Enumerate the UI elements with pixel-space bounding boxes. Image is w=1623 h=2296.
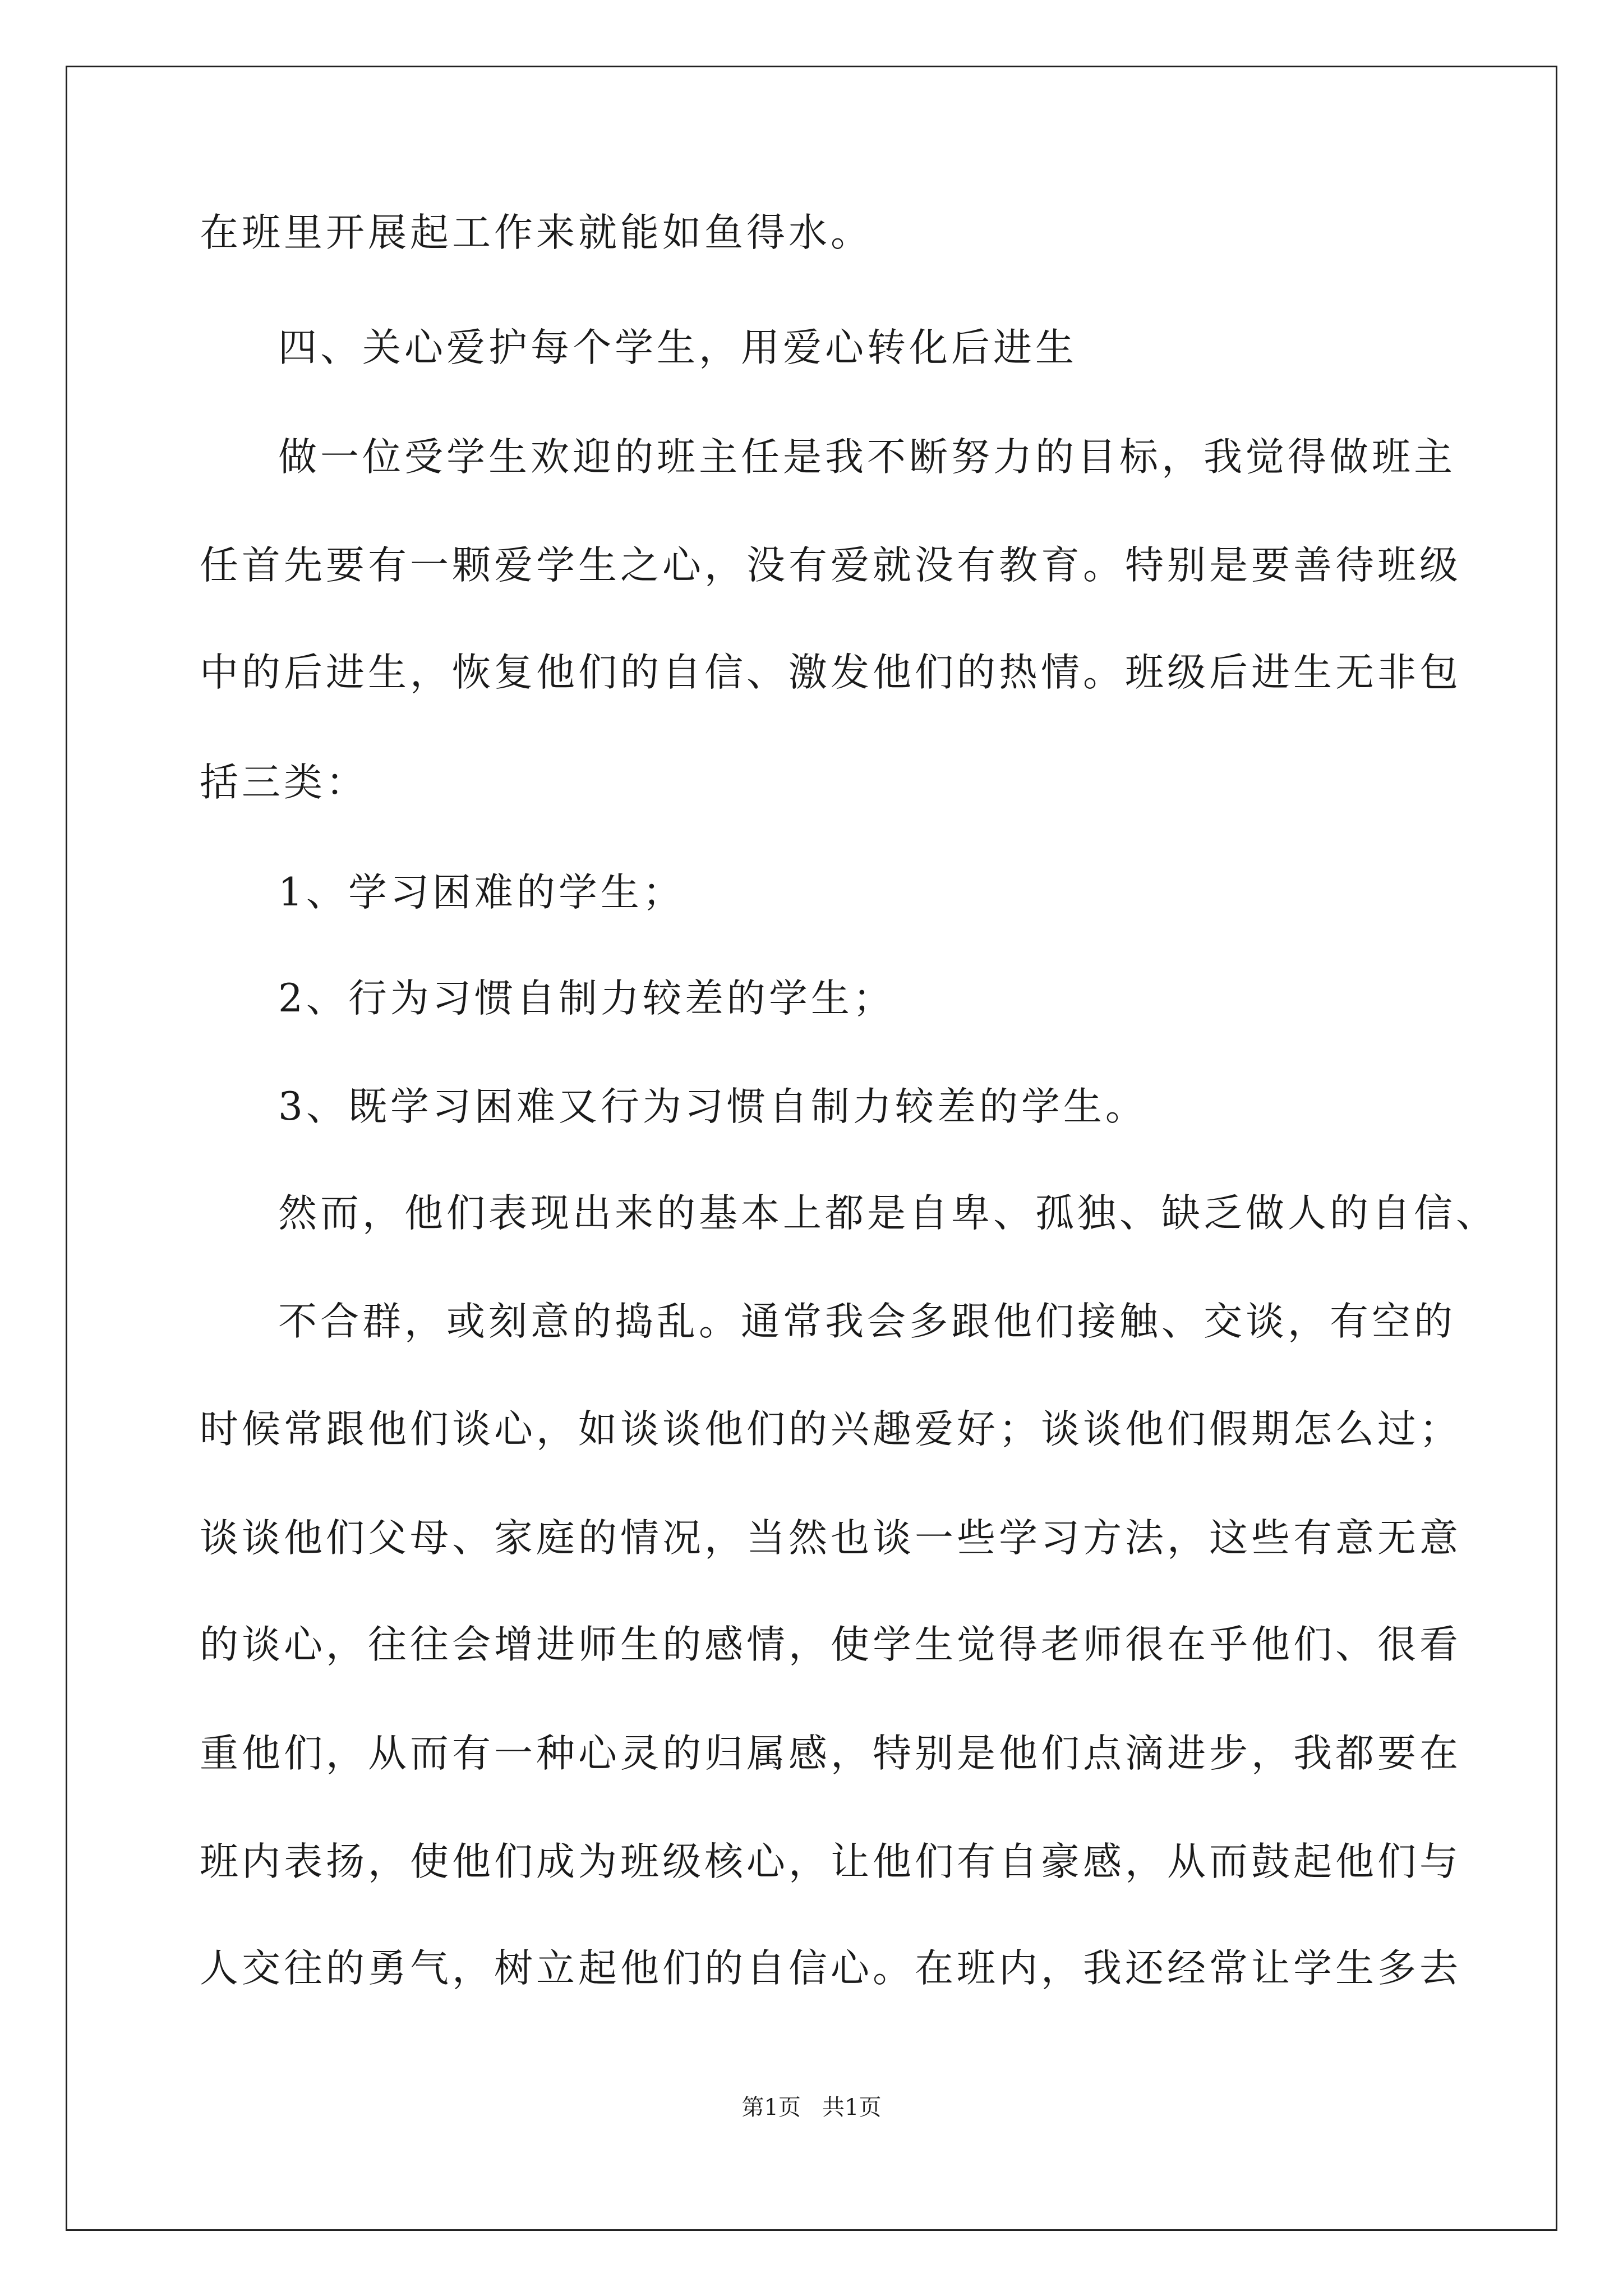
page-number-footer: 第1页 共1页 xyxy=(741,2095,882,2120)
text-line: 重他们，从而有一种心灵的归属感，特别是他们点滴进步，我都要在 xyxy=(200,1731,1461,1776)
list-item: 3、既学习困难又行为习惯自制力较差的学生。 xyxy=(278,1084,1147,1129)
page-frame xyxy=(66,66,1557,2231)
text-line: 班内表扬，使他们成为班级核心，让他们有自豪感，从而鼓起他们与 xyxy=(200,1839,1461,1884)
text-line: 谈谈他们父母、家庭的情况，当然也谈一些学习方法，这些有意无意 xyxy=(200,1516,1461,1561)
text-line: 在班里开展起工作来就能如鱼得水。 xyxy=(200,210,873,255)
text-line: 人交往的勇气，树立起他们的自信心。在班内，我还经常让学生多去 xyxy=(200,1946,1461,1991)
text-line: 做一位受学生欢迎的班主任是我不断努力的目标，我觉得做班主 xyxy=(278,435,1456,480)
text-line: 不合群，或刻意的捣乱。通常我会多跟他们接触、交谈，有空的 xyxy=(278,1299,1456,1344)
text-line: 括三类： xyxy=(200,760,368,805)
text-line: 中的后进生，恢复他们的自信、激发他们的热情。班级后进生无非包 xyxy=(200,650,1461,695)
section-heading: 四、关心爱护每个学生，用爱心转化后进生 xyxy=(278,325,1077,370)
text-line: 的谈心，往往会增进师生的感情，使学生觉得老师很在乎他们、很看 xyxy=(200,1622,1461,1667)
text-line: 任首先要有一颗爱学生之心，没有爱就没有教育。特别是要善待班级 xyxy=(200,543,1461,588)
text-line: 时候常跟他们谈心，如谈谈他们的兴趣爱好；谈谈他们假期怎么过； xyxy=(200,1407,1461,1452)
text-line: 然而，他们表现出来的基本上都是自卑、孤独、缺乏做人的自信、 xyxy=(278,1191,1498,1236)
list-item: 2、行为习惯自制力较差的学生； xyxy=(278,976,895,1021)
list-item: 1、学习困难的学生； xyxy=(278,870,685,915)
